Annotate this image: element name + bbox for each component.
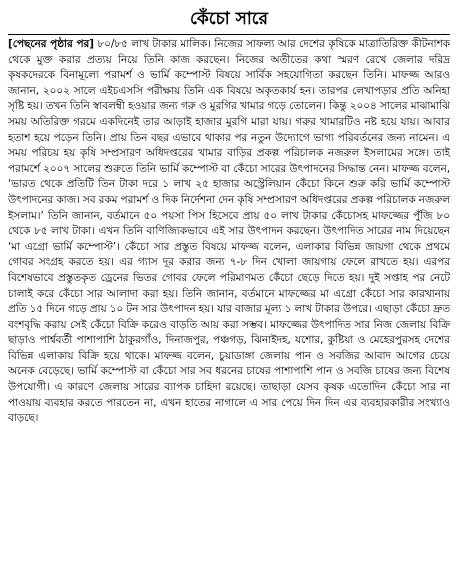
clipping-bottom-edge [0,569,456,573]
headline-divider [8,34,450,35]
article-headline: কেঁচো সারে [190,9,268,29]
article-body [8,37,450,427]
article-body-text: ৮০/৮৫ লাখ টাকার মালিক। নিজের সাফল্য আর দেশের কৃষিকে মাত্রাতিরিক্ত কীটনাশক থেকে মুক্ত করার প্রত্যয় নিয়ে তিনি কাজ করছেন। নিজের অতীতের কথা স্মরণ রেখে জেলার দরিদ্র কৃষকদেরকে বিনামূল্যে পরামর্শ ও ভার্মি কম্পোস্ট বিষয়ে সার্বিক সহযোগিতা করছেন তিনি। মাফজ্জ আরও জানান, ২০০২ সালে এইচএসসি পরীক্ষায় তিনি এক বিষয়ে অকৃতকার্য হন। তারপর লেখাপড়ার প্রতি অনিহা সৃষ্টি হয়। তখন তিনি স্বাবলম্বী হওয়ার জন্য গরু ও মুরগির খামার গড়ে তোলেন। কিন্তু ২০০৪ সালের মাঝামাঝি সময় অতিরিক্ত গরমে একদিনেই তার আড়াই হাজার মুরগি মারা যায়। গরুর খামারটিও নষ্ট হয়ে যায়। আবার হতাশ হয়ে পড়েন তিনি। প্রায় তিন বছর এভাবে থাকার পর নতুন উদ্যোগে ভাগ্য পরিবর্তনের জন্য নামেন। এ সময় পরিচয় হয় কৃষি সম্প্রসারণ অধিদপ্তরের খামার বাড়ির প্রকল্প পরিচালক নজরুল ইসলামের সঙ্গে। তাই পরামর্শে ২০০৭ সালের শুরুতে তিনি ভার্মি কম্পোস্ট বা কেঁচো সারের উৎপাদনের সিদ্ধান্ত নেন। মাফজ্জ বলেন, ‘ভারত থেকে প্রতিটি তিন টাকা দরে ১ লাখ ২৫ হাজার অস্ট্রেলিয়ান কেঁচো কিনে শুরু করি ভার্মি কম্পোস্ট উৎপাদনের কাজ। সব রকম পরামর্শ ও দিক নির্দেশনা দেন কৃষি সম্প্রসারণ অধিদপ্তরের প্রকল্প পরিচালক নজরুল ইসলাম।’ তিনি জানান, বর্তমানে ৫০ পয়সা পিস হিসেবে প্রায় ৫০ লাখ টাকার কেঁচোসহ মাফজ্জের পুঁজি ৮০ থেকে ৮৫ লাখ টাকা। এখন তিনি বাণিজ্যিকভাবে এই সার উৎপাদন করছেন। উৎপাদিত সারের নাম দিয়েছেন ‘মা এগ্রো ভার্মি কম্পোস্ট’। কেঁচো সার প্রস্তুত বিষয়ে মাফজ্জ বলেন, এলাকার বিভিন্ন জায়গা থেকে প্রথমে গোবর সংগ্রহ করতে হয়। এর গ্যাস দূর করার জন্য ৭-৮ দিন খোলা জায়গায় ফেলে রাখতে হয়। এরপর বিশেষভাবে প্রস্তুতকৃত ড্রেনের ভিতর গোবর ফেলে পরিমাণমত কেঁচো ছেড়ে দিতে হয়। দুই সপ্তাহ পর নেটে চালাই করে কেঁচো সার আলাদা করা হয়। তিনি জানান, বর্তমানে মাফজ্জের মা এগ্রো কেঁচো সার কারখানায় প্রতি ১৫ দিনে গড়ে প্রায় ১০ টন সার উৎপাদন হয়। যার বাজার মূল্য ১ লাখ টাকার উপরে। এছাড়া কেঁচো দ্রুত বংশবৃদ্ধি করায় সেই কেঁচো বিক্রি করেও বাড়তি আয় করা সম্ভব। মাফজ্জের উৎপাদিত সার নিজ জেলায় বিক্রি ছাড়াও পার্শ্ববর্তী পাশাপাশি ঠাকুরগাঁও, দিনাজপুর, পঞ্চগড়, ঝিনাইদহ, যশোর, কুষ্টিয়া ও মেহেরপুরসহ দেশের বিভিন্ন এলাকায় বিক্রি হয়ে থাকে। মাফজ্জ বলেন, চুয়াডাঙ্গা জেলায় পান ও সবজির আবাদ আগের চেয়ে অনেক বেড়েছে। ভার্মি কম্পোস্ট বা কেঁচো সার সব ধরনের চাষের পাশাপাশি পান ও সবজি চাষের জন্য বিশেষ উপযোগী। এ কারণে জেলায় সারের ব্যাপক চাহিদা রয়েছে। তাছাড়া যেসব কৃষক এতোদিন কেঁচো সার না পাওয়ায় ব্যবহার করতে পারতেন না, এখন হাতের নাগালে এ সার পেয়ে দিন দিন এর ব্যবহারকারীর সংখ্যাও বাড়ছে। [8,38,450,425]
continued-from-kicker: [পেছনের পৃষ্ঠার পর] [8,38,94,50]
